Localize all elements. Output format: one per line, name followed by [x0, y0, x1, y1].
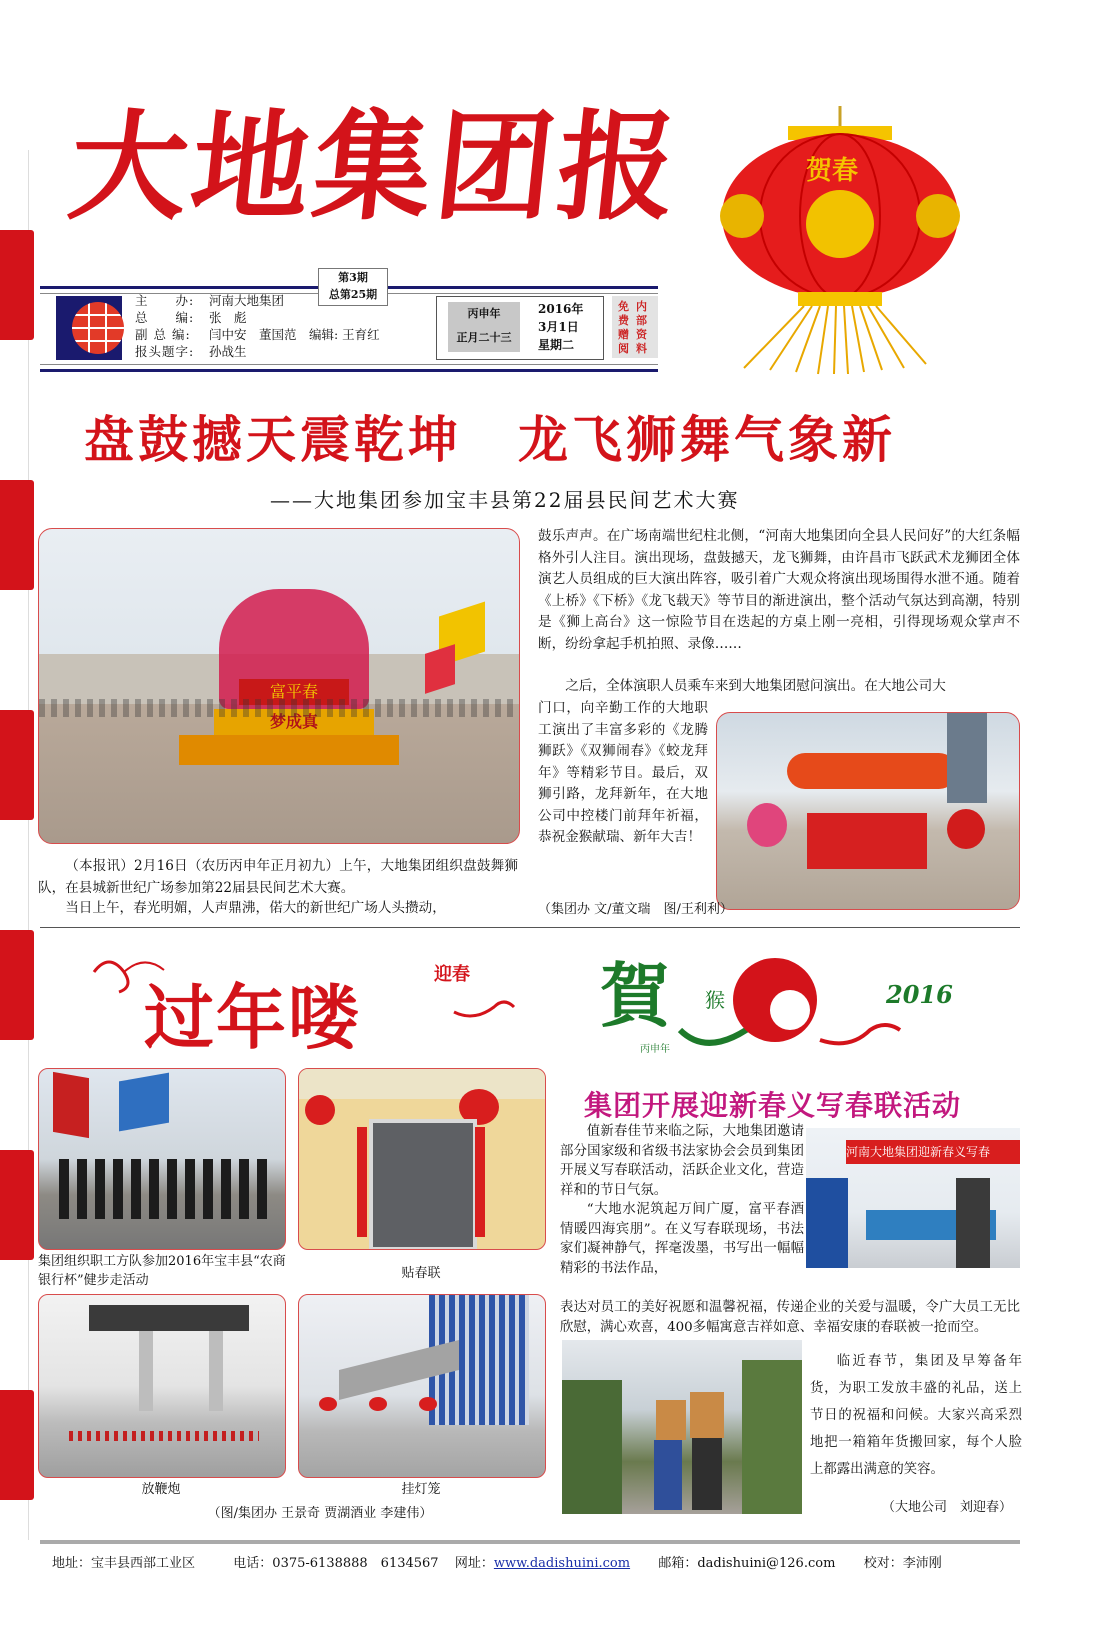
article1-col2-top: 鼓乐声声。在广场南端世纪柱北侧，“河南大地集团向全县人民问好”的大红条幅格外引人注目。演出现场，盘鼓撼天，龙飞狮舞，由许昌市飞跃武术龙狮团全体演艺人员组成的巨大演出阵容，吸引着广大观众将演出现场围得水泄不通。随着《上桥》《下桥》《龙飞载天》等节目的渐进演出，整个活动气氛达到高潮，特别是《狮上高台》这一惊险节目在迭起的方桌上刚一亮相，引得现场观众掌声不断，纷纷拿起手机拍照、录像……	[538, 528, 1020, 652]
photo-caption: 挂灯笼	[401, 1482, 441, 1497]
article1-col2-para2a: 之后，全体演职人员乘车来到大地集团慰问演出。在大地公司大	[565, 678, 946, 694]
lion-dance-square-photo	[38, 528, 520, 844]
free-col2: 内部资料	[636, 300, 647, 355]
left-red-strip	[0, 150, 29, 1540]
date-year: 2016年	[538, 302, 584, 316]
staff-row	[135, 343, 380, 360]
masthead-title: 大地集团报	[62, 97, 688, 236]
couplet-para1: 值新春佳节来临之际，大地集团邀请部分国家级和省级书法家协会会员到集团开展义写春联活动，活跃企业文化，营造祥和的节日气氛。	[560, 1124, 804, 1198]
staff-value: 河南大地集团	[209, 293, 285, 308]
footer-rule	[40, 1540, 1020, 1544]
lantern-label: 贺春	[806, 156, 859, 186]
firecracker-photo	[38, 1294, 286, 1478]
article1-col2-para2b: 门口，向辛勤工作的大地职工演出了丰富多彩的《龙腾狮跃》《双狮闹春》《蛟龙拜年》等精彩节目。最后，双狮引路，龙拜新年，在大地公司中控楼门前拜年祈福，恭祝金猴献瑞、新年大吉！	[538, 700, 708, 845]
staff-value: 张 彪	[209, 310, 247, 325]
year-2016: 2016	[886, 980, 953, 1009]
staff-row	[135, 309, 380, 326]
main-headline	[84, 400, 896, 472]
monkey-mark: 猴	[705, 988, 725, 1012]
footer-phone: 电话：0375-6138888 6134567	[233, 1556, 439, 1571]
staff-list	[135, 292, 380, 360]
gregorian-date	[538, 300, 583, 354]
photo-caption: 集团组织职工方队参加2016年宝丰县“农商银行杯”健步走活动	[38, 1254, 286, 1288]
headline-left: 盘鼓撼天震乾坤	[84, 411, 462, 469]
headline-right: 龙飞狮舞气象新	[518, 411, 896, 469]
article1-lead: （本报讯）2月16日（农历丙申年正月初九）上午，大地集团组织盘鼓舞狮队，在县城新世纪广场参加第22届县民间艺术大赛。	[38, 858, 518, 896]
date-weekday: 星期二	[538, 338, 575, 352]
staff-key: 副 总 编:	[135, 327, 191, 342]
staff-key: 报头题字:	[135, 344, 195, 359]
footer-proofreader: 校对：李沛刚	[863, 1556, 942, 1571]
staff-value: 孙战生	[209, 344, 247, 359]
footer-website-link[interactable]: www.dadishuini.com	[493, 1556, 631, 1571]
monkey-year-art	[600, 940, 953, 1070]
sub-headline: ——大地集团参加宝丰县第22届县民间艺术大赛	[270, 488, 740, 512]
photo-caption: 贴春联	[401, 1266, 441, 1281]
footer-email: 邮箱：dadishuini@126.com	[658, 1556, 836, 1571]
photo-credit: （图/集团办 王景奇 贾湖酒业 李建伟）	[207, 1506, 433, 1521]
staff-value: 闫中安 董国范 编辑: 王育红	[209, 327, 380, 342]
staff-row	[135, 292, 380, 309]
photo-sign: 富平春	[239, 679, 349, 705]
he-character: 賀	[600, 954, 670, 1037]
gift-photo	[562, 1340, 802, 1514]
lantern-hanging-photo	[298, 1294, 546, 1478]
lunar-day: 正月二十三	[456, 331, 512, 344]
strip-char-block	[0, 1150, 34, 1260]
strip-char-block	[0, 710, 34, 820]
date-day: 3月1日	[538, 320, 579, 334]
dragon-dance-photo	[716, 712, 1020, 910]
photo-sign: 梦成真	[214, 709, 374, 735]
section-divider	[40, 927, 1020, 928]
staff-key: 主 办:	[135, 293, 195, 308]
article1-credit: （集团办 文/董文瑞 图/王利利）	[538, 902, 733, 917]
couplet-door-photo	[298, 1068, 546, 1250]
couplet-title: 集团开展迎新春义写春联活动	[584, 1089, 962, 1122]
footer-web-label: 网址：	[454, 1556, 494, 1571]
footer	[52, 1552, 942, 1571]
free-col1: 免费赠阅	[618, 300, 629, 355]
free-material-tag	[612, 296, 658, 358]
gift-text: 临近春节，集团及早筹备年货，为职工发放丰盛的礼品，送上节日的祝福和问候。大家兴高采烈地把一箱箱年货搬回家，每个人脸上都露出满意的笑容。	[810, 1354, 1022, 1477]
lunar-year: 丙申年	[467, 307, 501, 320]
lunar-date	[448, 302, 520, 352]
staff-row	[135, 326, 380, 343]
walking-team-photo	[38, 1068, 286, 1250]
banner-small-text: 迎春	[434, 964, 470, 985]
monkey-year-label: 丙申年	[640, 1044, 670, 1055]
banner-text: 过年喽	[144, 976, 360, 1059]
photo-caption: 放鞭炮	[141, 1482, 181, 1497]
couplet-para2b: 表达对员工的美好祝愿和温馨祝福，传递企业的关爱与温暖，令广大员工无比欣慰，满心欢喜，400多幅寓意吉祥如意、幸福安康的春联被一抢而空。	[560, 1300, 1020, 1335]
strip-char-block	[0, 930, 34, 1040]
issue-line: 第3期	[338, 271, 368, 284]
new-year-banner	[84, 942, 524, 1059]
article1-para2: 当日上午，春光明媚，人声鼎沸，偌大的新世纪广场人头攒动，	[65, 900, 446, 916]
strip-char-block	[0, 230, 34, 340]
globe-logo	[56, 296, 122, 360]
photo-banner: 河南大地集团迎新春义写春	[846, 1140, 1020, 1164]
strip-char-block	[0, 1390, 34, 1500]
lantern-illustration	[720, 106, 960, 376]
issue-total: 总第25期	[328, 288, 378, 301]
strip-char-block	[0, 480, 34, 590]
footer-address: 地址：宝丰县西部工业区	[52, 1556, 196, 1571]
gift-credit: （大地公司 刘迎春）	[882, 1500, 1013, 1515]
calligraphy-photo	[806, 1128, 1020, 1268]
couplet-para2a: “大地水泥筑起万间广厦，富平春酒情暖四海宾朋”。在义写春联现场，书法家们凝神静气，挥毫泼墨，书写出一幅幅精彩的书法作品，	[560, 1202, 804, 1276]
staff-key: 总 编:	[135, 310, 195, 325]
